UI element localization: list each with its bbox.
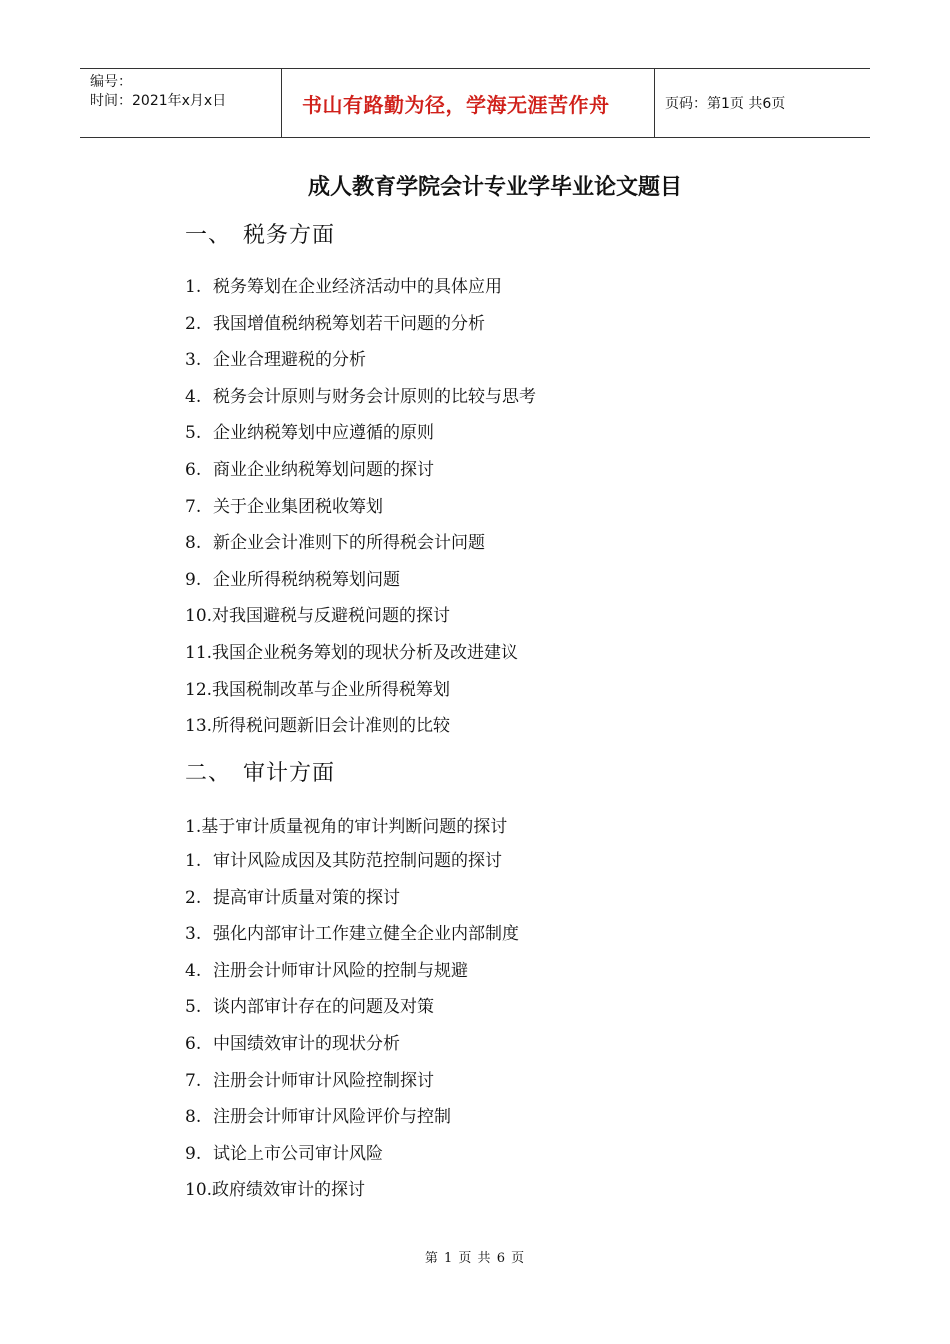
item-text: 中国绩效审计的现状分析 (213, 1034, 400, 1054)
item-text: 强化内部审计工作建立健全企业内部制度 (213, 924, 519, 945)
item-number: 4. (185, 386, 202, 407)
list-item (185, 309, 485, 334)
item-text: 注册会计师审计风险评价与控制 (213, 1107, 451, 1128)
audit-intro-item (185, 812, 507, 837)
list-item (185, 1175, 365, 1200)
list-item (185, 883, 400, 908)
list-item (185, 565, 400, 590)
item-number: 8. (185, 533, 202, 554)
number-label: 编号： (90, 74, 132, 90)
list-item (185, 455, 434, 480)
item-number: 5. (185, 997, 202, 1018)
item-text: 提高审计质量对策的探讨 (213, 887, 400, 908)
item-number: 9. (185, 1143, 202, 1164)
section-heading-audit (185, 756, 335, 787)
item-text: 注册会计师审计风险的控制与规避 (213, 960, 468, 981)
item-number: 12. (185, 679, 213, 700)
header-motto: 书山有路勤为径，学海无涯苦作舟 (282, 69, 655, 137)
list-item (185, 638, 518, 663)
item-text: 谈内部审计存在的问题及对策 (213, 997, 434, 1018)
time-label: 时间：2021年x月x日 (90, 93, 227, 109)
list-item (185, 1066, 434, 1091)
item-text: 审计风险成因及其防范控制问题的探讨 (213, 851, 502, 871)
list-item (185, 528, 485, 553)
section-title: 审计方面 (243, 761, 336, 786)
list-item (185, 1029, 400, 1054)
document-title: 成人教育学院会计专业学毕业论文题目 (307, 175, 682, 200)
item-text: 关于企业集团税收筹划 (213, 496, 383, 517)
section-heading-tax (185, 218, 335, 249)
section-number: 一、 (185, 223, 232, 248)
header-meta (80, 69, 282, 137)
item-number: 2. (185, 313, 202, 334)
list-item (185, 846, 502, 871)
item-number: 9. (185, 569, 202, 590)
item-text: 商业企业纳税筹划问题的探讨 (213, 460, 434, 480)
list-item (185, 345, 366, 370)
item-number: 7. (185, 1070, 202, 1091)
item-number: 3. (185, 924, 202, 945)
item-text: 我国企业税务筹划的现状分析及改进建议 (212, 643, 519, 663)
page-header (80, 68, 870, 138)
list-item (185, 418, 434, 443)
item-number: 1. (185, 817, 202, 837)
item-number: 8. (185, 1107, 202, 1128)
item-number: 11. (185, 643, 213, 663)
item-text: 新企业会计准则下的所得税会计问题 (213, 533, 485, 554)
list-item (185, 601, 450, 626)
section-number: 二、 (185, 761, 232, 786)
item-text: 我国税制改革与企业所得税筹划 (212, 679, 451, 700)
item-text: 对我国避税与反避税问题的探讨 (212, 606, 451, 627)
item-number: 3. (185, 350, 202, 371)
item-number: 10. (185, 1180, 213, 1201)
section-title: 税务方面 (243, 223, 336, 248)
item-text: 注册会计师审计风险控制探讨 (213, 1070, 434, 1091)
item-number: 1. (185, 277, 202, 297)
list-item (185, 675, 450, 700)
item-text: 企业所得税纳税筹划问题 (213, 569, 400, 590)
item-number: 6. (185, 1034, 202, 1054)
item-number: 13. (185, 716, 213, 737)
list-item (185, 956, 468, 981)
list-item (185, 272, 502, 297)
list-item (185, 382, 536, 407)
item-number: 10. (185, 606, 213, 627)
page-footer: 第 1 页 共 6 页 (424, 1251, 526, 1266)
list-item (185, 711, 450, 736)
item-text: 税务会计原则与财务会计原则的比较与思考 (213, 386, 536, 407)
item-number: 4. (185, 960, 202, 981)
item-text: 试论上市公司审计风险 (213, 1143, 383, 1164)
item-text: 基于审计质量视角的审计判断问题的探讨 (201, 817, 508, 837)
item-text: 税务筹划在企业经济活动中的具体应用 (213, 277, 502, 297)
item-number: 7. (185, 496, 202, 517)
item-text: 政府绩效审计的探讨 (212, 1180, 366, 1201)
item-text: 所得税问题新旧会计准则的比较 (212, 716, 451, 737)
list-item (185, 919, 519, 944)
item-text: 企业纳税筹划中应遵循的原则 (213, 423, 434, 444)
list-item (185, 1139, 383, 1164)
item-text: 我国增值税纳税筹划若干问题的分析 (213, 313, 485, 334)
item-number: 1. (185, 851, 202, 871)
list-item (185, 992, 434, 1017)
item-text: 企业合理避税的分析 (213, 350, 366, 371)
item-number: 2. (185, 887, 202, 908)
item-number: 6. (185, 460, 202, 480)
list-item (185, 492, 383, 517)
header-page-info: 页码：第1页 共6页 (665, 96, 786, 112)
list-item (185, 1102, 451, 1127)
item-number: 5. (185, 423, 202, 444)
